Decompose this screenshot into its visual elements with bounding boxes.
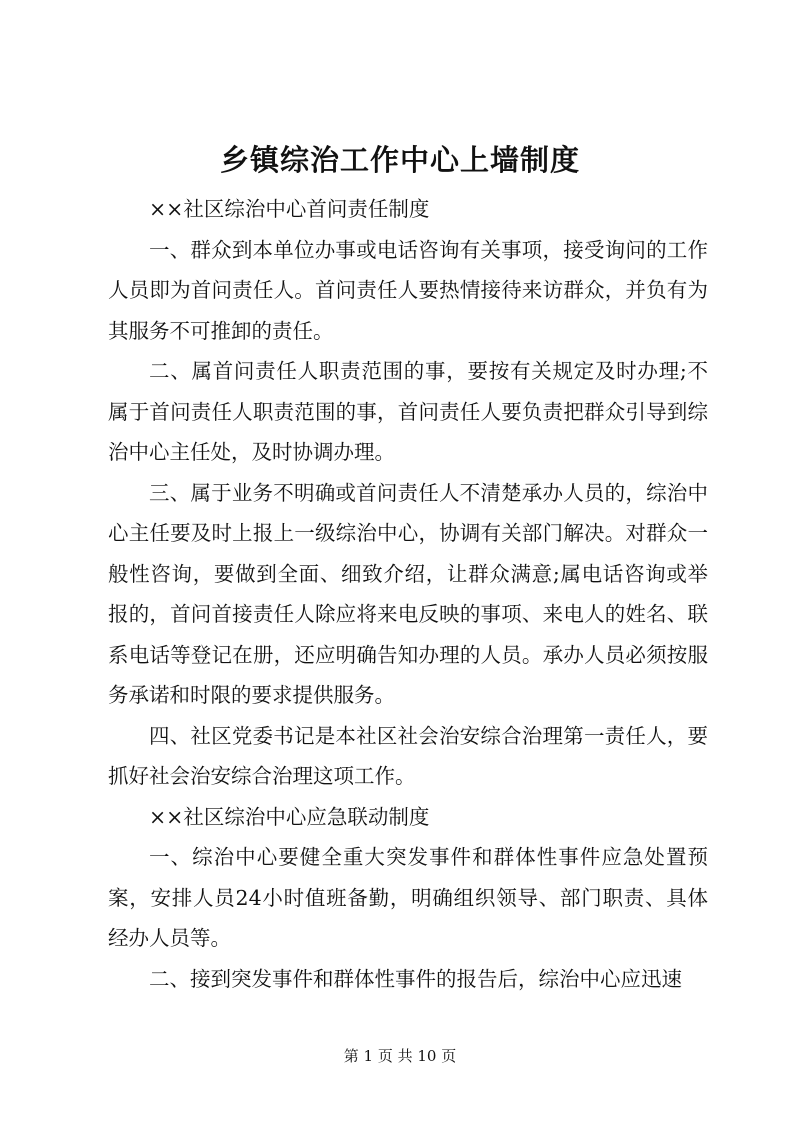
paragraph: 二、接到突发事件和群体性事件的报告后，综治中心应迅速 [149,966,682,991]
paragraph: 一、群众到本单位办事或电话咨询有关事项，接受询问的工作人员即为首问责任人。首问责任人要热情接待来访群众，并负有为其服务不可推卸的责任。 [108,237,708,343]
paragraph: 二、属首问责任人职责范围的事，要按有关规定及时办理;不属于首问责任人职责范围的事，首问责任人要负责把群众引导到综治中心主任处，及时协调办理。 [108,359,708,464]
section-heading: ××社区综治中心应急联动制度 [149,804,430,829]
paragraph: 一、综治中心要健全重大突发事件和群体性事件应急处置预案，安排人员24小时值班备勤，明确组织领导、部门职责、具体经办人员等。 [108,845,708,950]
paragraph: 三、属于业务不明确或首问责任人不清楚承办人员的，综治中心主任要及时上报上一级综治中心，协调有关部门解决。对群众一般性咨询，要做到全面、细致介绍，让群众满意;属电话咨询或举报的，首问首接责任人除应将来电反映的事项、来电人的姓名、联系电话等登记在册，还应明确告知办理的人员。承办人员必须按服务承诺和时限的要求提供服务。 [108,480,708,707]
document-body [108,189,708,999]
section-heading: ××社区综治中心首问责任制度 [149,197,430,221]
document-title: 乡镇综治工作中心上墙制度 [219,143,580,177]
page-footer: 第 1 页 共 10 页 [343,1047,457,1065]
paragraph: 四、社区党委书记是本社区社会治安综合治理第一责任人，要抓好社会治安综合治理这项工作。 [108,723,708,788]
